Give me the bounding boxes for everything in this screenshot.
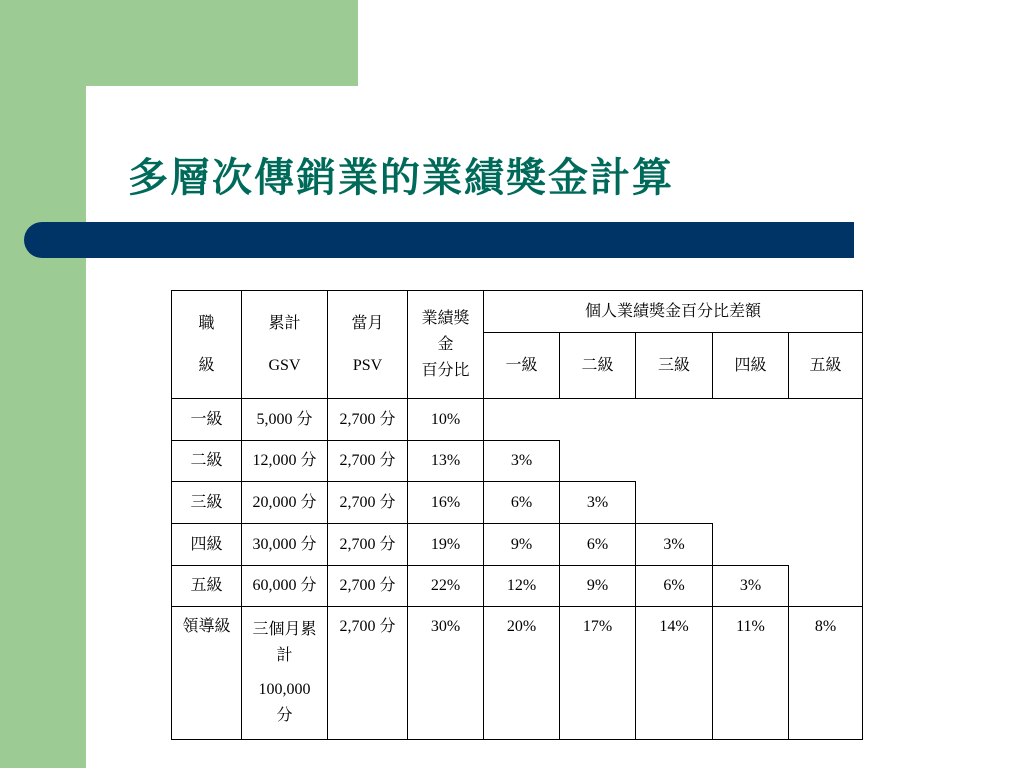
psv-cell: 2,700 分 — [328, 524, 408, 566]
gsv-cell: 60,000 分 — [242, 566, 328, 607]
diff-cell: 8% — [789, 607, 863, 740]
diff-cell: 11% — [713, 607, 789, 740]
psv-cell: 2,700 分 — [328, 482, 408, 524]
header-level: 一級 — [484, 333, 560, 399]
empty-cell — [789, 399, 863, 441]
diff-cell: 6% — [560, 524, 636, 566]
bonus-table — [171, 290, 863, 740]
green-top-decoration — [0, 0, 358, 86]
rank-cell: 五級 — [172, 566, 242, 607]
header-bonus — [408, 291, 484, 399]
diff-cell: 3% — [560, 482, 636, 524]
header-diff: 個人業績獎金百分比差額 — [484, 291, 863, 333]
rank-cell: 領導級 — [172, 607, 242, 740]
gsv-cell: 5,000 分 — [242, 399, 328, 441]
slide-title: 多層次傳銷業的業績獎金計算 — [128, 154, 674, 201]
empty-cell — [560, 441, 789, 482]
header-bonus-line1: 業績獎 — [421, 309, 470, 327]
diff-cell: 6% — [484, 482, 560, 524]
table-row — [172, 482, 863, 524]
empty-cell — [484, 399, 789, 441]
header-level: 三級 — [636, 333, 713, 399]
header-psv — [328, 291, 408, 399]
table-row — [172, 399, 863, 441]
rank-cell: 三級 — [172, 482, 242, 524]
empty-cell — [789, 566, 863, 607]
diff-cell: 6% — [636, 566, 713, 607]
diff-cell: 17% — [560, 607, 636, 740]
bonus-cell: 22% — [408, 566, 484, 607]
diff-cell: 3% — [636, 524, 713, 566]
header-level: 二級 — [560, 333, 636, 399]
header-rank-line1: 職 — [198, 314, 215, 332]
psv-cell: 2,700 分 — [328, 441, 408, 482]
header-row — [172, 291, 863, 333]
gsv-cell: 12,000 分 — [242, 441, 328, 482]
bonus-cell: 10% — [408, 399, 484, 441]
diff-cell: 3% — [713, 566, 789, 607]
empty-cell — [713, 524, 789, 566]
header-rank — [172, 291, 242, 399]
header-bonus-line2: 金 — [437, 335, 454, 353]
empty-cell — [789, 524, 863, 566]
gsv-cell — [242, 607, 328, 740]
header-psv-line2: PSV — [352, 356, 383, 374]
header-bonus-line3: 百分比 — [421, 361, 470, 379]
bonus-cell: 30% — [408, 607, 484, 740]
diff-cell: 3% — [484, 441, 560, 482]
gsv-line: 100,000 — [258, 681, 311, 698]
diff-cell: 14% — [636, 607, 713, 740]
diff-cell: 9% — [560, 566, 636, 607]
header-gsv-line1: 累計 — [268, 314, 301, 332]
table-row — [172, 566, 863, 607]
psv-cell: 2,700 分 — [328, 566, 408, 607]
leader-row — [172, 607, 863, 740]
header-rank-line2: 級 — [198, 356, 215, 374]
rank-cell: 二級 — [172, 441, 242, 482]
header-level: 四級 — [713, 333, 789, 399]
title-underline-bar — [24, 222, 854, 258]
header-psv-line1: 當月 — [351, 314, 384, 332]
bonus-cell: 13% — [408, 441, 484, 482]
psv-cell: 2,700 分 — [328, 607, 408, 740]
empty-cell — [789, 482, 863, 524]
green-sidebar-decoration — [0, 0, 86, 768]
diff-cell: 9% — [484, 524, 560, 566]
header-gsv — [242, 291, 328, 399]
table-row — [172, 441, 863, 482]
gsv-cell: 20,000 分 — [242, 482, 328, 524]
diff-cell: 20% — [484, 607, 560, 740]
empty-cell — [636, 482, 789, 524]
bonus-cell: 16% — [408, 482, 484, 524]
gsv-line: 三個月累 — [252, 621, 317, 638]
rank-cell: 四級 — [172, 524, 242, 566]
table-row — [172, 524, 863, 566]
header-level: 五級 — [789, 333, 863, 399]
header-gsv-line2: GSV — [268, 356, 301, 374]
diff-cell: 12% — [484, 566, 560, 607]
bonus-cell: 19% — [408, 524, 484, 566]
psv-cell: 2,700 分 — [328, 399, 408, 441]
rank-cell: 一級 — [172, 399, 242, 441]
empty-cell — [789, 441, 863, 482]
gsv-line: 計 — [276, 647, 293, 664]
gsv-line: 分 — [276, 707, 293, 724]
gsv-cell: 30,000 分 — [242, 524, 328, 566]
